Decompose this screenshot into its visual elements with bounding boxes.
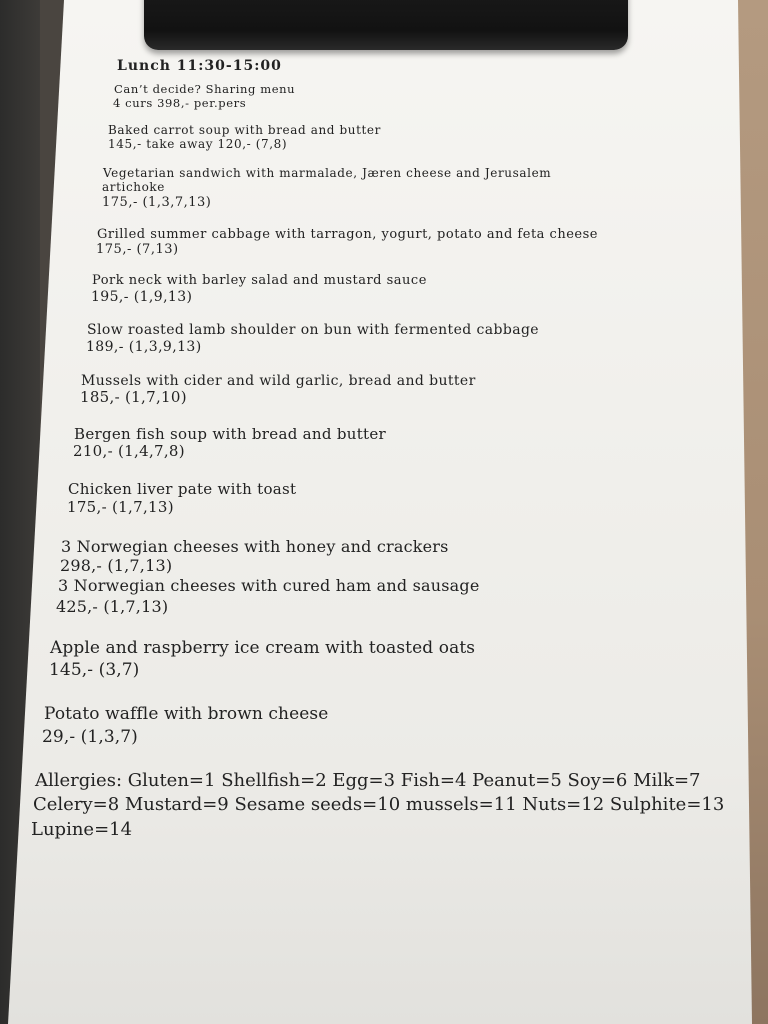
- item-price: 175,- (1,3,7,13): [102, 195, 212, 210]
- item-name: Chicken liver pate with toast: [68, 480, 297, 498]
- item-price: 145,- take away 120,- (7,8): [108, 137, 288, 151]
- allergies-line: Celery=8 Mustard=9 Sesame seeds=10 mussels=11 Nuts=12 Sulphite=13: [33, 794, 725, 815]
- item-name: Mussels with cider and wild garlic, bread and butter: [81, 373, 476, 389]
- item-price: 175,- (7,13): [96, 242, 179, 257]
- item-price: 29,- (1,3,7): [42, 727, 138, 747]
- item-price: 189,- (1,3,9,13): [86, 339, 202, 355]
- item-name: Slow roasted lamb shoulder on bun with fermented cabbage: [87, 322, 539, 338]
- sharing-menu-price: 4 curs 398,- per.pers: [113, 96, 247, 110]
- item-name: 3 Norwegian cheeses with cured ham and sausage: [58, 576, 480, 595]
- item-name: Potato waffle with brown cheese: [44, 704, 329, 724]
- item-price: 175,- (1,7,13): [67, 498, 174, 516]
- item-name: Grilled summer cabbage with tarragon, yogurt, potato and feta cheese: [97, 227, 598, 242]
- item-name-cont: artichoke: [102, 180, 165, 194]
- item-price: 185,- (1,7,10): [80, 388, 187, 406]
- item-name: Bergen fish soup with bread and butter: [74, 425, 387, 443]
- item-name: Baked carrot soup with bread and butter: [108, 123, 381, 137]
- allergies-line: Allergies: Gluten=1 Shellfish=2 Egg=3 Fish=4 Peanut=5 Soy=6 Milk=7: [35, 770, 701, 791]
- sharing-menu-line: Can’t decide? Sharing menu: [114, 82, 296, 96]
- item-price: 298,- (1,7,13): [60, 556, 173, 575]
- item-price: 425,- (1,7,13): [56, 597, 169, 616]
- menu-title: Lunch 11:30-15:00: [117, 58, 282, 74]
- allergies-line: Lupine=14: [31, 819, 133, 840]
- item-price: 210,- (1,4,7,8): [73, 442, 185, 460]
- item-price: 145,- (3,7): [49, 660, 140, 680]
- item-name: Apple and raspberry ice cream with toasted oats: [50, 638, 476, 658]
- item-price: 195,- (1,9,13): [91, 289, 193, 305]
- item-name: Pork neck with barley salad and mustard sauce: [92, 273, 427, 288]
- item-name: Vegetarian sandwich with marmalade, Jæren cheese and Jerusalem: [103, 166, 552, 180]
- item-name: 3 Norwegian cheeses with honey and crackers: [61, 537, 449, 556]
